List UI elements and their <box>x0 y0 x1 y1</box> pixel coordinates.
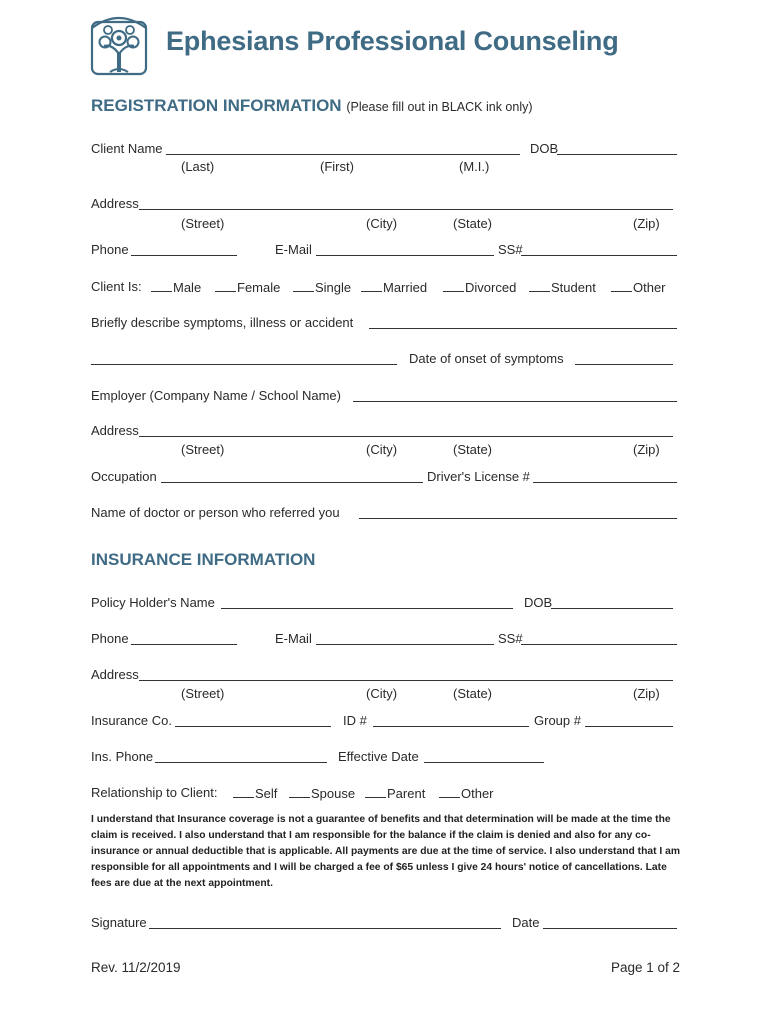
license-label: Driver's License # <box>427 469 530 484</box>
insurance-dob-label: DOB <box>524 595 553 610</box>
group-label: Group # <box>534 713 581 728</box>
employer-address-field[interactable] <box>139 422 673 437</box>
insurance-address-row <box>91 666 677 684</box>
license-field[interactable] <box>533 468 677 483</box>
email-field[interactable] <box>316 241 494 256</box>
relationship-row <box>91 784 677 802</box>
insurance-heading: INSURANCE INFORMATION <box>91 550 316 569</box>
insurance-id-label: ID # <box>343 713 367 728</box>
registration-heading-text: REGISTRATION INFORMATION <box>91 96 342 115</box>
signature-label: Signature <box>91 915 147 930</box>
option-married[interactable]: Married <box>361 278 427 297</box>
option-student[interactable]: Student <box>529 278 596 297</box>
insurance-dob-field[interactable] <box>551 594 673 609</box>
relationship-other[interactable]: Other <box>439 784 494 803</box>
insurance-disclaimer: I understand that Insurance coverage is not a guarantee of benefits and that determination will be made at the time the claim is received. I also understand that I am responsible for the balance if the claim is denied and also for any co-insurance or annual deductible that is applicable. All payments are due at the time of service. I also understand that I am responsible for all appointments and I will be charged a fee of $65 unless I give 24 hours' notice of cancellations. Late fees are due at the next appointment. <box>91 814 680 889</box>
dob-field[interactable] <box>557 140 677 155</box>
email-label: E-Mail <box>275 242 312 257</box>
insurance-phone-row <box>91 630 677 648</box>
client-name-field[interactable] <box>166 140 520 155</box>
ink-note: (Please fill out in BLACK ink only) <box>346 100 533 114</box>
insurance-company-row <box>91 712 677 730</box>
registration-heading <box>91 96 533 116</box>
group-field[interactable] <box>585 712 673 727</box>
address-row <box>91 195 677 213</box>
occupation-label: Occupation <box>91 469 157 484</box>
state-sublabel: (State) <box>453 686 493 701</box>
insurance-ss-field[interactable] <box>521 630 677 645</box>
zip-sublabel: (Zip) <box>633 216 660 231</box>
symptoms-continued-field[interactable] <box>91 350 397 365</box>
client-name-row <box>91 140 677 158</box>
employer-label: Employer (Company Name / School Name) <box>91 388 341 403</box>
insurance-company-field[interactable] <box>175 712 331 727</box>
signature-field[interactable] <box>149 914 501 929</box>
insurance-company-label: Insurance Co. <box>91 713 172 728</box>
client-is-label: Client Is: <box>91 279 142 294</box>
state-sublabel: (State) <box>453 442 493 457</box>
phone-label: Phone <box>91 242 129 257</box>
zip-sublabel: (Zip) <box>633 686 660 701</box>
signature-date-field[interactable] <box>543 914 677 929</box>
relationship-label: Relationship to Client: <box>91 785 218 800</box>
last-sublabel: (Last) <box>181 159 215 174</box>
insurance-phone-label: Phone <box>91 631 129 646</box>
policy-holder-field[interactable] <box>221 594 513 609</box>
onset-field[interactable] <box>575 350 673 365</box>
insurance-address-label: Address <box>91 667 139 682</box>
ss-field[interactable] <box>521 241 677 256</box>
state-sublabel: (State) <box>453 216 493 231</box>
street-sublabel: (Street) <box>181 686 225 701</box>
onset-row <box>91 350 677 368</box>
address-label: Address <box>91 196 139 211</box>
relationship-parent[interactable]: Parent <box>365 784 425 803</box>
insurance-email-label: E-Mail <box>275 631 312 646</box>
relationship-spouse[interactable]: Spouse <box>289 784 355 803</box>
address-sublabels <box>91 216 677 232</box>
referral-row <box>91 504 677 522</box>
insurance-address-sublabels <box>91 686 677 702</box>
city-sublabel: (City) <box>366 686 398 701</box>
referral-label: Name of doctor or person who referred you <box>91 505 340 520</box>
insurance-id-field[interactable] <box>373 712 529 727</box>
ss-label: SS# <box>498 242 523 257</box>
option-other[interactable]: Other <box>611 278 666 297</box>
occupation-field[interactable] <box>161 468 423 483</box>
page-number: Page 1 of 2 <box>610 960 680 975</box>
insurance-address-field[interactable] <box>139 666 673 681</box>
brand-title: Ephesians Professional Counseling <box>166 26 619 56</box>
phone-row <box>91 241 677 259</box>
option-female[interactable]: Female <box>215 278 280 297</box>
revision-label: Rev. 11/2/2019 <box>91 960 181 975</box>
employer-address-label: Address <box>91 423 139 438</box>
employer-address-sublabels <box>91 442 677 458</box>
name-sublabels <box>91 159 677 175</box>
address-field[interactable] <box>139 195 673 210</box>
symptoms-label: Briefly describe symptoms, illness or accident <box>91 315 354 330</box>
policy-holder-label: Policy Holder's Name <box>91 595 215 610</box>
symptoms-field[interactable] <box>369 314 677 329</box>
insurance-phone-field[interactable] <box>131 630 237 645</box>
phone-field[interactable] <box>131 241 237 256</box>
referral-field[interactable] <box>359 504 677 519</box>
street-sublabel: (Street) <box>181 216 225 231</box>
employer-field[interactable] <box>353 387 677 402</box>
option-divorced[interactable]: Divorced <box>443 278 516 297</box>
ins-phone-row <box>91 748 677 766</box>
effective-date-label: Effective Date <box>338 749 419 764</box>
ins-phone-label: Ins. Phone <box>91 749 154 764</box>
client-is-row <box>91 278 677 296</box>
symptoms-row <box>91 314 677 332</box>
first-sublabel: (First) <box>320 159 354 174</box>
city-sublabel: (City) <box>366 442 398 457</box>
tree-logo-icon <box>90 14 148 76</box>
occupation-row <box>91 468 677 486</box>
insurance-email-field[interactable] <box>316 630 494 645</box>
city-sublabel: (City) <box>366 216 398 231</box>
street-sublabel: (Street) <box>181 442 225 457</box>
mi-sublabel: (M.I.) <box>459 159 490 174</box>
insurance-ss-label: SS# <box>498 631 523 646</box>
policy-holder-row <box>91 594 677 612</box>
signature-date-label: Date <box>512 915 540 930</box>
option-single[interactable]: Single <box>293 278 351 297</box>
ins-phone-field[interactable] <box>155 748 327 763</box>
onset-label: Date of onset of symptoms <box>409 351 564 366</box>
zip-sublabel: (Zip) <box>633 442 660 457</box>
option-male[interactable]: Male <box>151 278 201 297</box>
dob-label: DOB <box>530 141 559 156</box>
signature-row <box>91 914 677 932</box>
relationship-self[interactable]: Self <box>233 784 277 803</box>
employer-address-row <box>91 422 677 440</box>
client-name-label: Client Name <box>91 141 163 156</box>
employer-row <box>91 387 677 405</box>
effective-date-field[interactable] <box>424 748 544 763</box>
